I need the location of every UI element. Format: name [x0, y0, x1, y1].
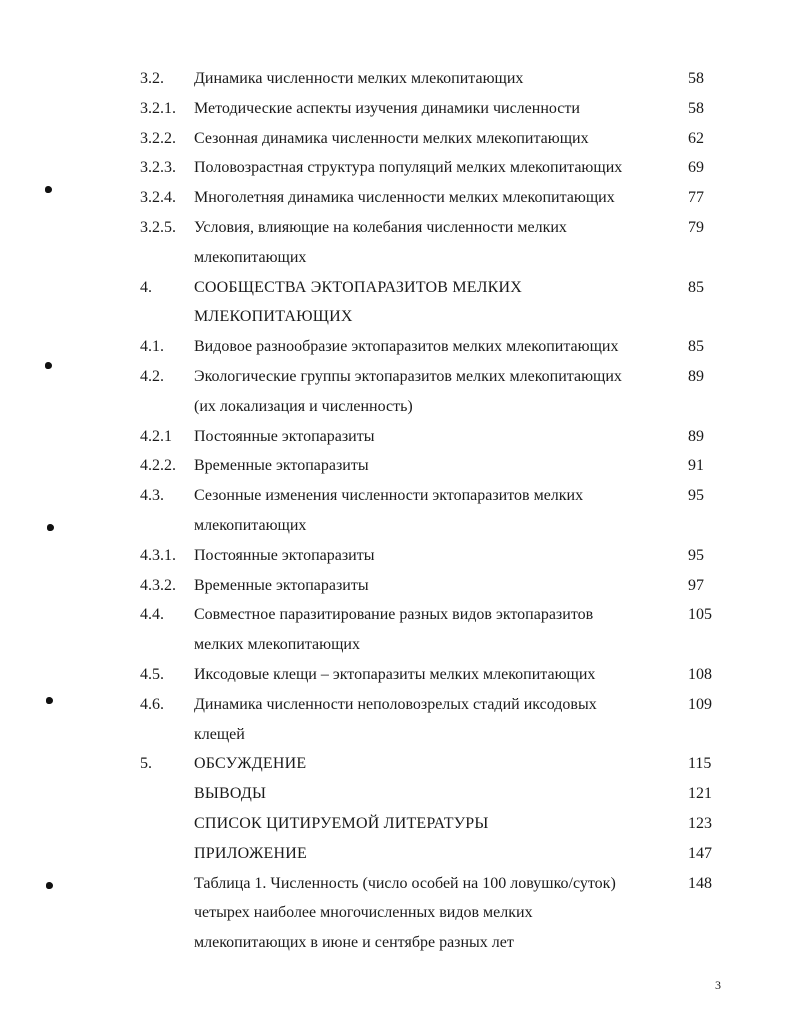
scan-speck — [45, 362, 52, 369]
toc-entry — [0, 660, 795, 690]
toc-entry-number: 4.3. — [140, 487, 164, 505]
toc-entry-title: СПИСОК ЦИТИРУЕМОЙ ЛИТЕРАТУРЫ — [194, 814, 489, 832]
toc-entry — [0, 302, 795, 332]
toc-entry-title: СООБЩЕСТВА ЭКТОПАРАЗИТОВ МЕЛКИХ — [194, 278, 522, 296]
toc-entry-title: МЛЕКОПИТАЮЩИХ — [194, 308, 353, 326]
toc-entry-page: 62 — [688, 129, 704, 147]
toc-entry-title: Видовое разнообразие эктопаразитов мелких млекопитающих — [194, 338, 619, 356]
toc-entry-title: Условия, влияющие на колебания численности мелких — [194, 218, 567, 236]
toc-entry-number: 4.2.1 — [140, 427, 172, 445]
toc-entry — [0, 511, 795, 541]
toc-entry-page: 91 — [688, 457, 704, 475]
toc-entry-number: 3.2. — [140, 70, 164, 87]
toc-entry — [0, 451, 795, 481]
toc-entry-number: 3.2.4. — [140, 189, 176, 207]
toc-entry-page: 69 — [688, 159, 704, 177]
toc-entry-title: Совместное паразитирование разных видов эктопаразитов — [194, 606, 594, 624]
toc-entry-page: 58 — [688, 70, 704, 87]
toc-entry-page: 58 — [688, 99, 704, 117]
toc-entry-title: Постоянные эктопаразиты — [194, 546, 375, 564]
toc-entry-number: 4.2. — [140, 367, 164, 385]
toc-entry-title: ПРИЛОЖЕНИЕ — [194, 844, 308, 862]
scan-speck — [47, 524, 54, 531]
toc-entry-page: 97 — [688, 576, 704, 594]
toc-entry-page: 85 — [688, 338, 704, 356]
toc-entry-page: 147 — [688, 844, 712, 862]
toc-entry-number: 4.2.2. — [140, 457, 176, 475]
toc-entry-page: 109 — [688, 695, 712, 713]
toc-entry-title: Динамика численности неполовозрелых стадий иксодовых — [194, 695, 597, 713]
toc-entry-title: (их локализация и численность) — [194, 397, 413, 415]
toc-entry — [0, 362, 795, 392]
toc-entry-page: 85 — [688, 278, 704, 296]
toc-entry — [0, 422, 795, 452]
toc-entry — [0, 332, 795, 362]
toc-entry — [0, 869, 795, 899]
toc-entry-title: млекопитающих в июне и сентябре разных лет — [194, 934, 514, 952]
toc-entry-number: 3.2.2. — [140, 129, 176, 147]
toc-entry — [0, 779, 795, 809]
toc-entry-page: 77 — [688, 189, 704, 207]
toc-entry-title: Половозрастная структура популяций мелких млекопитающих — [194, 159, 623, 177]
toc-entry-number: 3.2.5. — [140, 218, 176, 236]
toc-entry-title: Динамика численности мелких млекопитающих — [194, 70, 524, 87]
toc-entry — [0, 273, 795, 303]
toc-entry-page: 95 — [688, 546, 704, 564]
table-of-contents — [0, 64, 795, 958]
toc-entry-page: 95 — [688, 487, 704, 505]
toc-entry-title: мелких млекопитающих — [194, 636, 360, 654]
toc-entry — [0, 213, 795, 243]
toc-entry-title: ОБСУЖДЕНИЕ — [194, 755, 307, 773]
toc-entry-page: 148 — [688, 874, 712, 892]
toc-entry — [0, 720, 795, 750]
toc-entry — [0, 94, 795, 124]
toc-entry — [0, 481, 795, 511]
toc-entry-number: 4.6. — [140, 695, 164, 713]
toc-entry-page: 89 — [688, 427, 704, 445]
toc-entry — [0, 928, 795, 958]
toc-entry — [0, 541, 795, 571]
toc-entry — [0, 630, 795, 660]
toc-entry — [0, 690, 795, 720]
toc-entry-number: 4.1. — [140, 338, 164, 356]
toc-entry-title: четырех наиболее многочисленных видов мелких — [194, 904, 533, 922]
toc-entry — [0, 809, 795, 839]
toc-entry-title: клещей — [194, 725, 245, 743]
toc-entry-page: 121 — [688, 785, 712, 803]
toc-entry-title: Постоянные эктопаразиты — [194, 427, 375, 445]
toc-entry — [0, 243, 795, 273]
toc-entry-number: 4.5. — [140, 665, 164, 683]
toc-entry-number: 5. — [140, 755, 152, 773]
toc-entry-title: Сезонные изменения численности эктопаразитов мелких — [194, 487, 584, 505]
toc-entry — [0, 571, 795, 601]
toc-entry-title: млекопитающих — [194, 516, 307, 534]
toc-entry — [0, 64, 795, 94]
toc-entry — [0, 392, 795, 422]
toc-entry-number: 3.2.1. — [140, 99, 176, 117]
toc-entry-number: 3.2.3. — [140, 159, 176, 177]
toc-entry-number: 4.3.1. — [140, 546, 176, 564]
toc-entry-title: Методические аспекты изучения динамики численности — [194, 99, 580, 117]
toc-entry-title: Сезонная динамика численности мелких млекопитающих — [194, 129, 589, 147]
toc-entry — [0, 124, 795, 154]
toc-entry-number: 4.4. — [140, 606, 164, 624]
toc-entry — [0, 898, 795, 928]
toc-entry-title: млекопитающих — [194, 248, 307, 266]
scan-speck — [45, 186, 52, 193]
toc-entry-title: Таблица 1. Численность (число особей на 100 ловушко/суток) — [194, 874, 616, 892]
toc-entry — [0, 600, 795, 630]
scan-speck — [46, 882, 53, 889]
toc-entry-page: 89 — [688, 367, 704, 385]
toc-entry-page: 123 — [688, 814, 712, 832]
toc-entry-title: Временные эктопаразиты — [194, 576, 369, 594]
toc-entry — [0, 183, 795, 213]
toc-entry-title: ВЫВОДЫ — [194, 785, 267, 803]
toc-entry-number: 4.3.2. — [140, 576, 176, 594]
toc-entry-page: 115 — [688, 755, 712, 773]
scan-speck — [46, 697, 53, 704]
toc-entry-page: 79 — [688, 218, 704, 236]
page-number: 3 — [715, 978, 721, 992]
toc-entry-title: Многолетняя динамика численности мелких млекопитающих — [194, 189, 615, 207]
toc-entry — [0, 749, 795, 779]
toc-entry-page: 108 — [688, 665, 712, 683]
toc-entry — [0, 839, 795, 869]
toc-entry-page: 105 — [688, 606, 712, 624]
toc-entry-number: 4. — [140, 278, 152, 296]
toc-entry — [0, 153, 795, 183]
toc-entry-title: Иксодовые клещи – эктопаразиты мелких млекопитающих — [194, 665, 596, 683]
toc-entry-title: Экологические группы эктопаразитов мелких млекопитающих — [194, 367, 622, 385]
toc-entry-title: Временные эктопаразиты — [194, 457, 369, 475]
